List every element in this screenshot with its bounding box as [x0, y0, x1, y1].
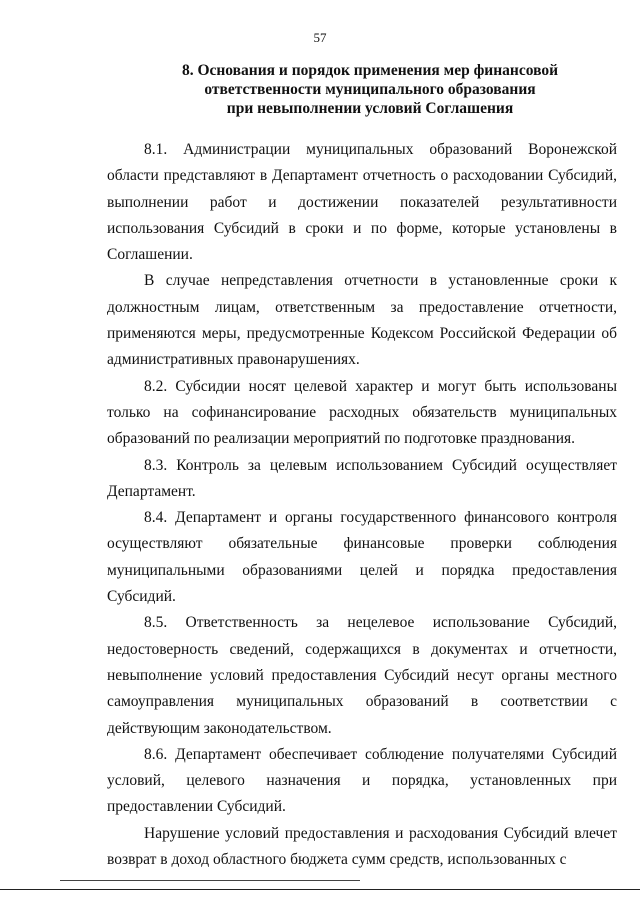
paragraph-8-1: 8.1. Администрации муниципальных образований Воронежской области представляют в Департамент отчетность о расходовании Субсидий, выполнении работ и достижении показателей результативности использования Субсидий в сроки и по форме, которые установлены в Соглашении.	[107, 141, 617, 264]
footer-rule	[0, 889, 640, 890]
section-heading	[160, 61, 580, 118]
paragraph-8-5: 8.5. Ответственность за нецелевое использование Субсидий, недостоверность сведений, содержащихся в документах и отчетности, невыполнение условий предоставления Субсидий несут органы местного самоуправления муниципальных образований в соответствии с действующим законодательством.	[107, 614, 617, 737]
paragraph-8-6: 8.6. Департамент обеспечивает соблюдение получателями Субсидий условий, целевого назначения и порядка, установленных при предоставлении Субсидий.	[107, 745, 617, 816]
paragraph-8-2: 8.2. Субсидии носят целевой характер и могут быть использованы только на софинансирование расходных обязательств муниципальных образований по реализации мероприятий по подготовке празднования.	[107, 377, 617, 448]
paragraph-8-3: 8.3. Контроль за целевым использованием Субсидий осуществляет Департамент.	[107, 456, 617, 500]
paragraph-8-6-violation: Нарушение условий предоставления и расходования Субсидий влечет возврат в доход областного бюджета сумм средств, использованных с	[107, 824, 617, 869]
paragraph-8-4: 8.4. Департамент и органы государственного финансового контроля осуществляют обязательные финансовые проверки соблюдения муниципальными образованиями целей и порядка предоставления Субсидий.	[107, 509, 617, 606]
section-body	[107, 137, 617, 873]
page-number: 57	[313, 30, 327, 45]
footer-rule-short	[60, 880, 360, 881]
heading-line-2: ответственности муниципального образования	[204, 81, 536, 98]
paragraph-8-1-liability: В случае непредставления отчетности в установленные сроки к должностным лицам, ответственным за предоставление отчетности, применяются меры, предусмотренные Кодексом Российской Федерации об административных правонарушениях.	[107, 272, 617, 369]
heading-line-3: при невыполнении условий Соглашения	[226, 100, 514, 117]
heading-line-1: 8. Основания и порядок применения мер финансовой	[181, 62, 559, 79]
